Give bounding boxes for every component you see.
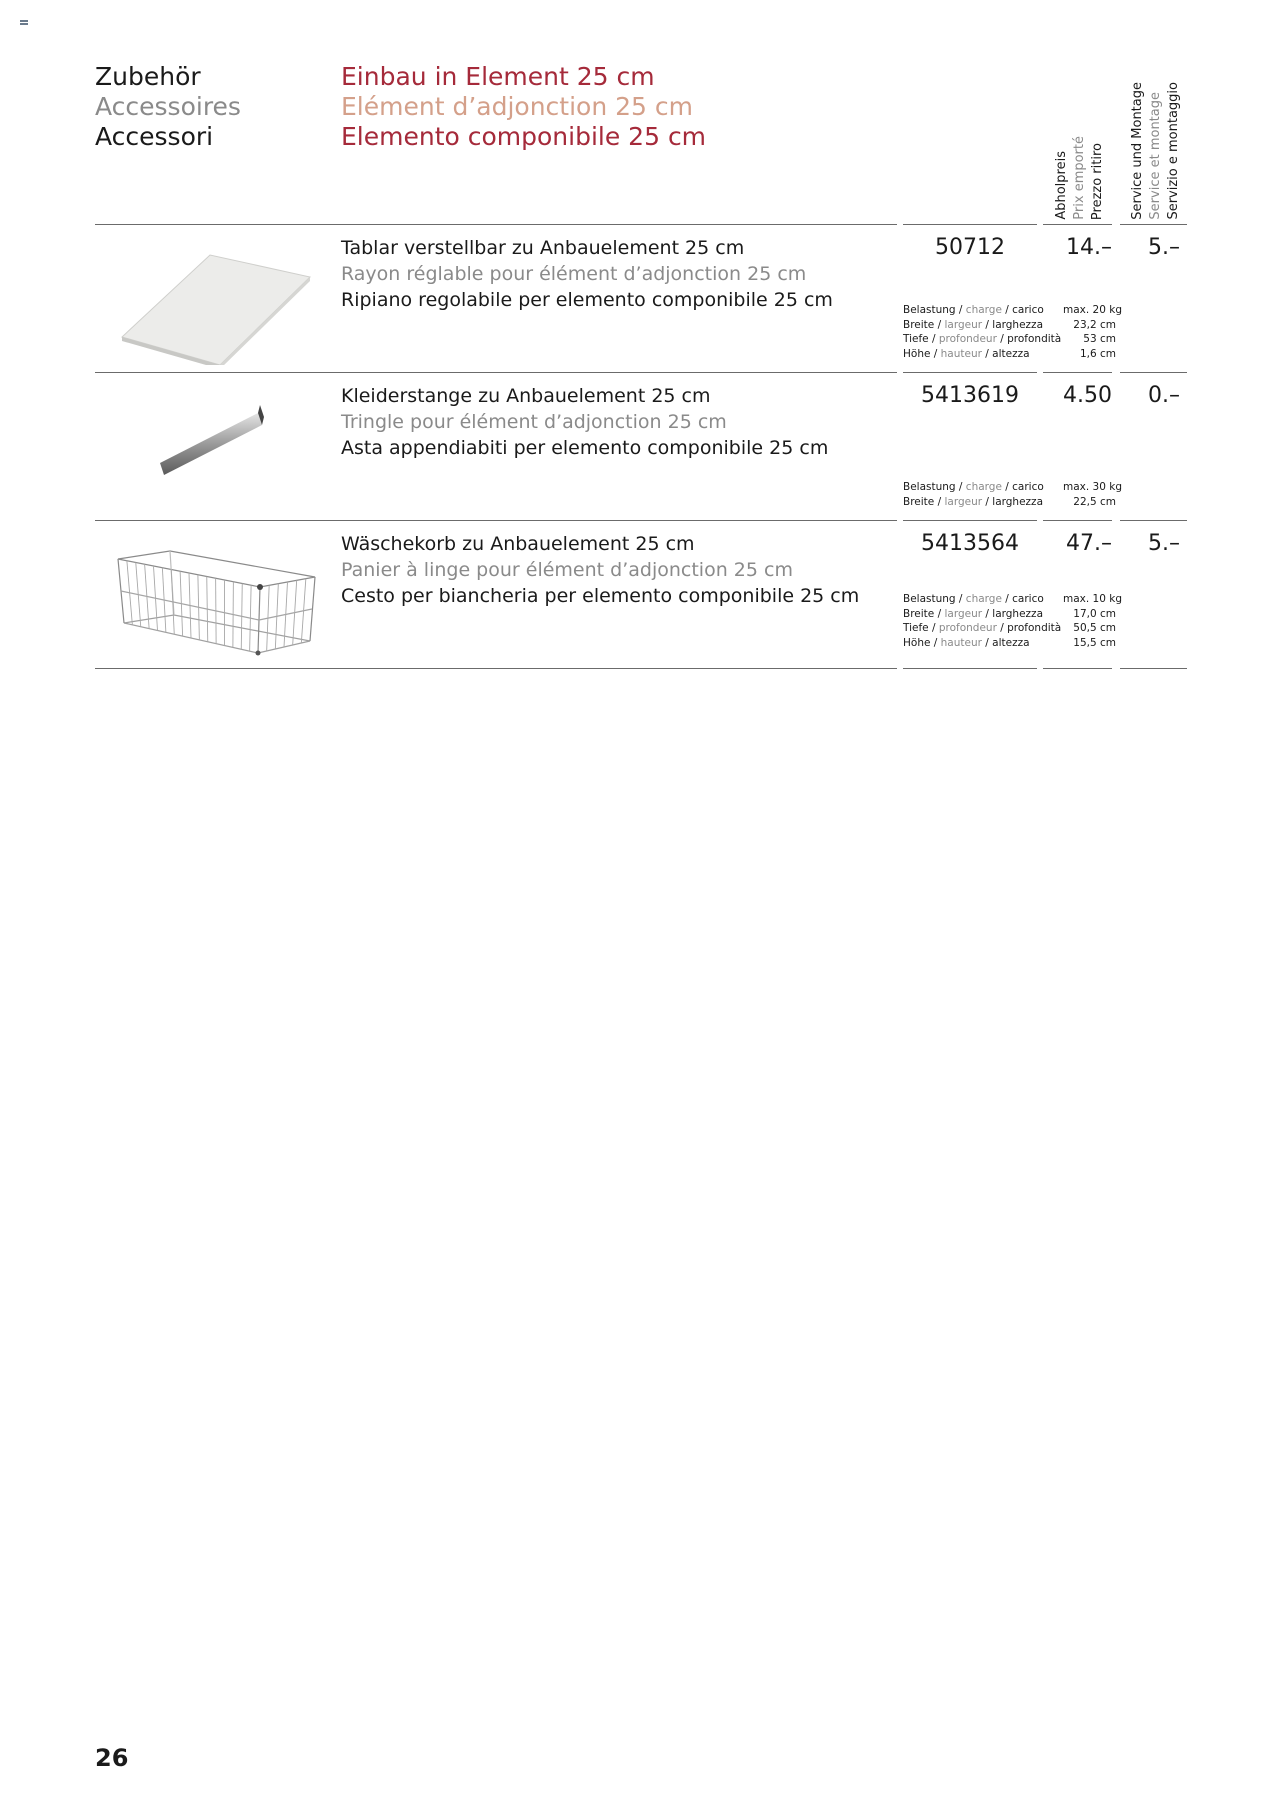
- product-names: [341, 235, 833, 313]
- basket-wire: [216, 578, 217, 643]
- section-title: [341, 62, 706, 152]
- spec-value: max. 20 kg: [1063, 304, 1122, 316]
- title-fr: Elément d’adjonction 25 cm: [341, 92, 693, 121]
- spec-row: Tiefe / profondeur / profondità 50,5 cm: [903, 622, 1116, 634]
- product-name-it: Asta appendiabiti per elemento componibile 25 cm: [341, 437, 829, 459]
- spec-label-it: altezza: [992, 636, 1030, 649]
- product-name-de: Wäschekorb zu Anbauelement 25 cm: [341, 533, 695, 555]
- price-column-header-it: [1089, 143, 1106, 220]
- product-names: [341, 383, 828, 461]
- spec-label-fr: largeur: [944, 495, 983, 508]
- spec-label-it: larghezza: [992, 495, 1044, 508]
- spec-list: [903, 303, 1122, 361]
- spec-label-fr: largeur: [944, 607, 983, 620]
- spec-value: 53 cm: [1083, 333, 1116, 345]
- price-column-header-fr: [1071, 136, 1088, 220]
- divider: [903, 668, 1037, 669]
- spec-list: [903, 592, 1122, 650]
- spec-row: Breite / largeur / larghezza 17,0 cm: [903, 607, 1116, 620]
- divider: [1120, 668, 1187, 669]
- basket-wire: [207, 577, 208, 642]
- spec-label-it: carico: [1012, 304, 1044, 316]
- service-price: 0.–: [1148, 383, 1180, 408]
- product-name-it: Ripiano regolabile per elemento componibile 25 cm: [341, 289, 833, 311]
- divider: [95, 668, 897, 669]
- spec-label-fr: profondeur: [938, 333, 997, 345]
- spec-row: Belastung / charge / carico max. 30 kg: [903, 481, 1122, 493]
- shelf-board-image: [110, 235, 320, 365]
- spec-value: 22,5 cm: [1073, 495, 1116, 508]
- service-price: 5.–: [1148, 531, 1180, 556]
- spec-label-de: Breite: [903, 495, 935, 508]
- service-column-header: [1129, 82, 1146, 220]
- spec-label-fr: profondeur: [938, 622, 997, 634]
- spec-label-it: larghezza: [992, 607, 1044, 620]
- spec-value: max. 10 kg: [1063, 593, 1122, 605]
- spec-label-it: carico: [1012, 593, 1044, 605]
- product-row: [0, 373, 1280, 521]
- spec-row: Höhe / hauteur / altezza 1,6 cm: [903, 347, 1116, 360]
- spec-label-fr: largeur: [944, 318, 983, 331]
- service-price: 5.–: [1148, 235, 1180, 260]
- spec-label-de: Belastung: [903, 481, 956, 493]
- service-column-header-it: [1165, 82, 1182, 220]
- category-it: Accessori: [95, 122, 214, 151]
- spec-label-it: carico: [1012, 481, 1044, 493]
- page-number: 26: [95, 1744, 129, 1772]
- category-fr: Accessoires: [95, 92, 241, 121]
- spec-label-de: Tiefe: [903, 333, 929, 345]
- spec-list: [903, 480, 1122, 509]
- spec-value: 50,5 cm: [1073, 622, 1116, 634]
- article-number: 5413619: [921, 383, 1019, 408]
- spec-label-de: Breite: [903, 607, 935, 620]
- product-name-fr: Panier à linge pour élément d’adjonction 25 cm: [341, 559, 793, 581]
- title-it: Elemento componibile 25 cm: [341, 122, 707, 151]
- product-names: [341, 531, 859, 609]
- basket-bars: [127, 561, 306, 651]
- basket-wire: [241, 584, 242, 650]
- pickup-price: 14.–: [1066, 235, 1112, 260]
- spec-value: max. 30 kg: [1063, 481, 1122, 493]
- spec-row: Belastung / charge / carico max. 10 kg: [903, 593, 1122, 605]
- service-col-fr: Service et montage: [1148, 92, 1163, 220]
- spec-label-it: profondità: [1007, 333, 1062, 345]
- clothes-rail-image: [110, 383, 320, 513]
- article-number: 5413564: [921, 531, 1019, 556]
- product-name-de: Tablar verstellbar zu Anbauelement 25 cm: [341, 237, 745, 259]
- spec-label-it: altezza: [992, 347, 1030, 360]
- price-col-it: Prezzo ritiro: [1090, 142, 1105, 220]
- product-name-fr: Tringle pour élément d’adjonction 25 cm: [341, 411, 727, 433]
- spec-label-de: Breite: [903, 318, 935, 331]
- category-heading: [95, 62, 241, 152]
- divider: [1043, 668, 1112, 669]
- service-col-de: Service und Montage: [1130, 82, 1145, 220]
- title-de: Einbau in Element 25 cm: [341, 62, 655, 91]
- spec-row: Breite / largeur / larghezza 23,2 cm: [903, 318, 1116, 331]
- product-name-it: Cesto per biancheria per elemento componibile 25 cm: [341, 585, 860, 607]
- spec-label-fr: hauteur: [940, 636, 982, 649]
- spec-row: Höhe / hauteur / altezza 15,5 cm: [903, 636, 1116, 649]
- wire-basket-image: [110, 531, 320, 661]
- spec-label-it: larghezza: [992, 318, 1044, 331]
- pickup-price: 47.–: [1066, 531, 1112, 556]
- spec-value: 23,2 cm: [1073, 318, 1116, 331]
- price-col-fr: Prix emporté: [1072, 136, 1087, 220]
- basket-wire: [233, 582, 234, 648]
- product-name-fr: Rayon réglable pour élément d’adjonction 25 cm: [341, 263, 807, 285]
- spec-label-de: Belastung: [903, 593, 956, 605]
- product-row: [0, 521, 1280, 669]
- service-col-it: Servizio e montaggio: [1166, 82, 1181, 220]
- spec-label-de: Tiefe: [903, 622, 929, 634]
- category-de: Zubehör: [95, 62, 201, 91]
- product-name-de: Kleiderstange zu Anbauelement 25 cm: [341, 385, 711, 407]
- spec-value: 15,5 cm: [1073, 636, 1116, 649]
- product-row: [0, 225, 1280, 373]
- spec-label-de: Höhe: [903, 636, 931, 649]
- spec-label-it: profondità: [1007, 622, 1062, 634]
- spec-row: Belastung / charge / carico max. 20 kg: [903, 304, 1122, 316]
- spec-row: Breite / largeur / larghezza 22,5 cm: [903, 495, 1116, 508]
- price-col-de: Abholpreis: [1054, 151, 1069, 220]
- price-column-header: [1053, 151, 1070, 220]
- spec-label-de: Höhe: [903, 347, 931, 360]
- flag-icon: [20, 20, 28, 26]
- spec-label-fr: charge: [965, 481, 1002, 493]
- article-number: 50712: [935, 235, 1005, 260]
- spec-label-fr: charge: [965, 593, 1002, 605]
- spec-value: 17,0 cm: [1073, 607, 1116, 620]
- spec-value: 1,6 cm: [1079, 347, 1116, 360]
- spec-label-de: Belastung: [903, 304, 956, 316]
- spec-row: Tiefe / profondeur / profondità 53 cm: [903, 333, 1116, 345]
- spec-label-fr: charge: [965, 304, 1002, 316]
- service-column-header-fr: [1147, 92, 1164, 220]
- spec-label-fr: hauteur: [940, 347, 982, 360]
- pickup-price: 4.50: [1063, 383, 1112, 408]
